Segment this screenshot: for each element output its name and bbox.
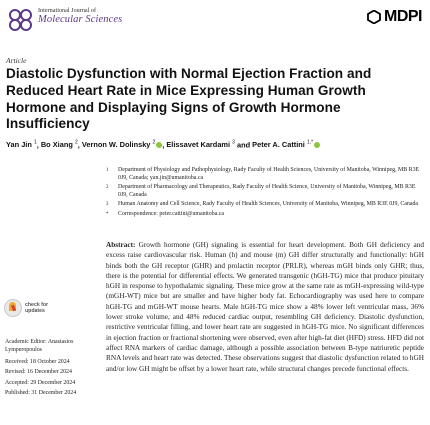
affiliation: 2 Department of Pharmacology and Therapeutics, Rady Faculty of Health Science, University of Manitoba, Winnipeg, MB R3E 0J9, Canada bbox=[106, 184, 416, 198]
article-type: Article bbox=[6, 56, 27, 65]
author[interactable]: Vernon W. Dolinsky $^2$ bbox=[81, 140, 156, 150]
academic-editor: Academic Editor: Anastasios Lymperopoulos bbox=[5, 339, 74, 354]
abstract bbox=[106, 240, 424, 374]
check-updates-icon bbox=[4, 299, 22, 317]
published-date: Published: 31 December 2024 bbox=[5, 390, 77, 397]
journal-title bbox=[38, 7, 122, 26]
revised-date: Revised: 16 December 2024 bbox=[5, 369, 72, 376]
abstract-text: Growth hormone (GH) signaling is essential for heart development. Both GH deficiency and excess raise cardiovascular risk. Human (h) and mouse (m) GH differ structurally and functionally: hGH binds both the GH receptor (GHR) and prolactin receptor (PRLR), whereas mGH binds only GHR; thus, there is the potential for differential effects. We generated transgenic (hGH-TG) mice that produce pituitary hGH in response to hypothalamic signaling. These mice grow at the same rate as mGH-expressing wild-type (mGH-WT) mice but are smaller and have higher body fat. Echocardiography was used here to compare hGH-TG and mGH-WT mouse hearts. Male hGH-TG mice show a 48% lower left ventricular mass, 36% lower stroke volume, and 48% reduced cardiac output, resembling GH deficiency. Diastolic dysfunction, restrictive ventricular filling, and lower heart rate are suggested in hGH-TG mice. No significant differences in ejection fraction or fractional shortening were observed, even after high-fat diet (HFD) stress. HFD did not affect RNA markers of cardiac damage, although a possible association between B-type natriuretic peptide RNA levels and heart rate was detected. These observations suggest that diastolic dysfunction related to hGH and/or low GH might be offset by a lower heart rate, while structural changes precede functional effects. bbox=[106, 241, 424, 373]
publication-dates bbox=[5, 357, 101, 399]
author-list: Yan Jin $^1$, Bo Xiang $^2$, Vernon W. Dolinsky $^2$ , Elissavet Kardami $^3$ and Peter A. Cattini $^{1,*}$ bbox=[6, 140, 426, 149]
author[interactable]: Peter A. Cattini $^{1,*}$ bbox=[252, 140, 314, 150]
affiliation: 3 Human Anatomy and Cell Science, Rady Faculty of Health Sciences, University of Manitoba, Winnipeg, MB R3E 0J9, Canada bbox=[106, 201, 419, 208]
journal-prefix: International Journal of bbox=[38, 7, 97, 14]
accepted-date: Accepted: 29 December 2024 bbox=[5, 379, 76, 386]
author[interactable]: Yan Jin $^1$ bbox=[6, 140, 37, 150]
publisher-name: MDPI bbox=[384, 8, 422, 25]
affiliation: 1 Department of Physiology and Pathophysiology, Rady Faculty of Health Sciences, University of Manitoba, Winnipeg, MB R3E 0J9, Canada; yan.jin@umanitoba.ca bbox=[106, 167, 420, 181]
abstract-label: Abstract: bbox=[106, 241, 136, 249]
correspondence: * Correspondence: peter.cattini@umanitoba.ca bbox=[106, 210, 225, 217]
journal-name: Molecular Sciences bbox=[38, 14, 123, 26]
mdpi-hexagon-icon bbox=[367, 10, 381, 24]
orcid-icon[interactable] bbox=[156, 142, 162, 148]
journal-logo-icon bbox=[6, 6, 36, 32]
publisher-logo bbox=[367, 8, 422, 26]
check-for-updates-button[interactable]: check for updates bbox=[4, 297, 94, 319]
article-info-sidebar bbox=[5, 338, 101, 398]
paper-title: Diastolic Dysfunction with Normal Ejection Fraction and Reduced Heart Rate in Mice Expressing Human Growth Hormone and Displaying Signs of Growth Hormone Insufficiency bbox=[6, 66, 372, 132]
orcid-icon[interactable] bbox=[314, 142, 320, 148]
received-date: Received: 18 October 2024 bbox=[5, 358, 70, 365]
author[interactable]: Bo Xiang $^2$ bbox=[40, 140, 78, 150]
affiliations bbox=[106, 167, 424, 219]
author[interactable]: Elissavet Kardami $^3$ bbox=[166, 140, 235, 150]
